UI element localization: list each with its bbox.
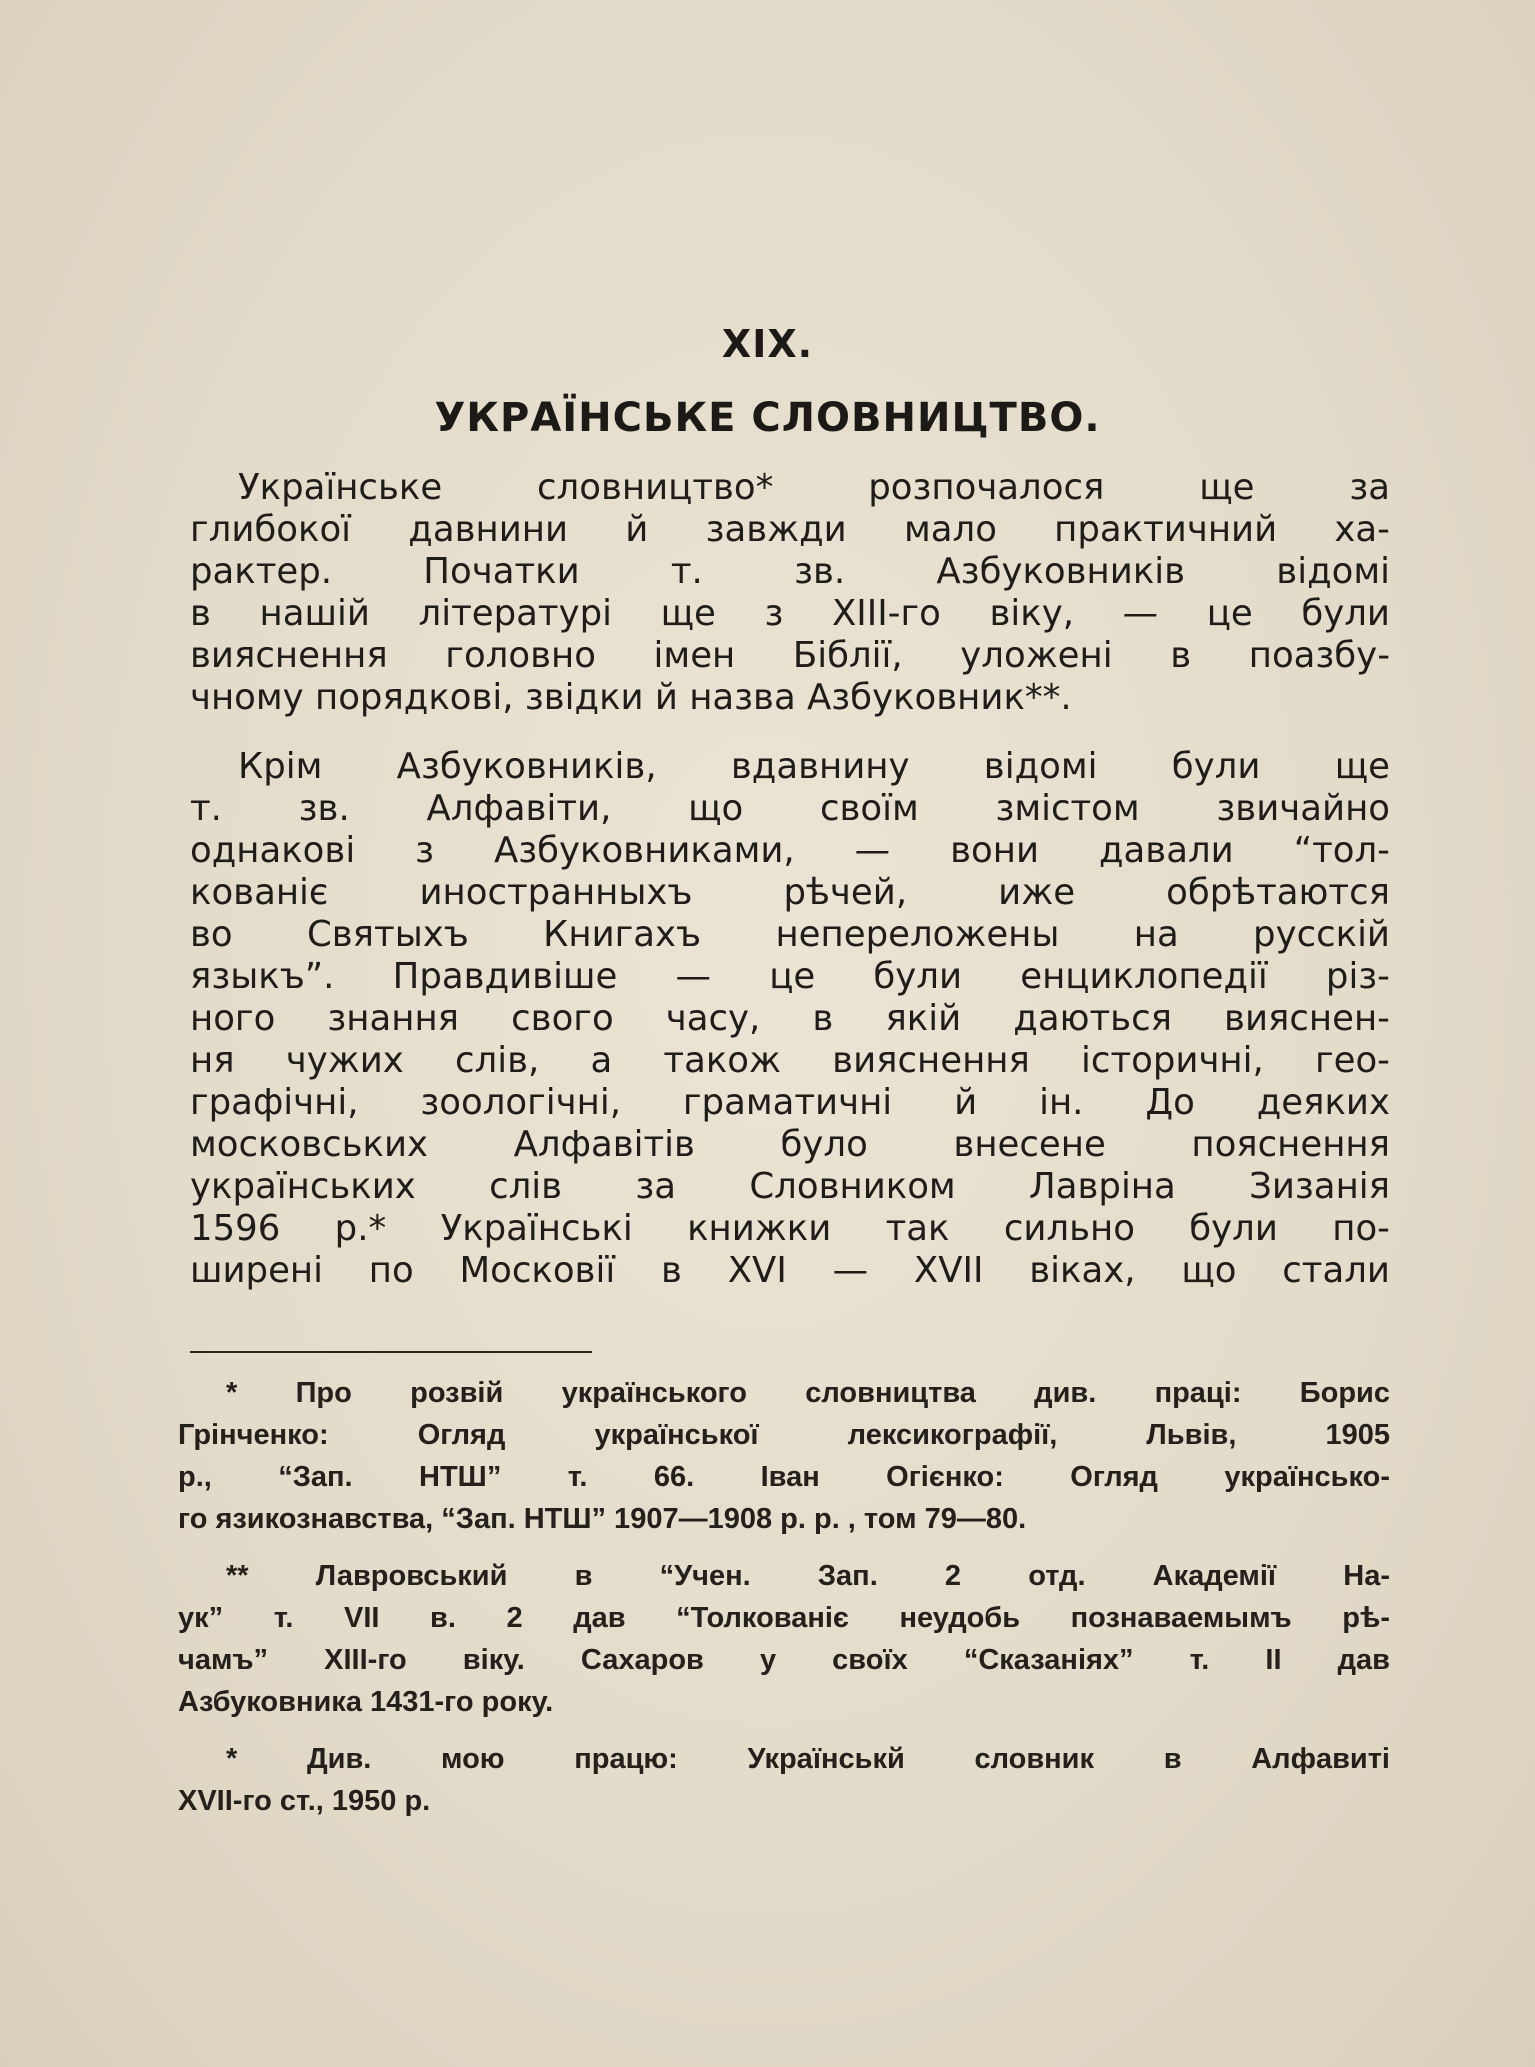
footnote <box>178 1372 1390 1540</box>
footnote-divider <box>190 1351 592 1353</box>
text-line: графічні, зоологічні, граматичні й ін. До деяких <box>190 1082 1390 1123</box>
text-line: чному порядкові, звідки й назва Азбуковник**. <box>190 677 1072 718</box>
text-line: Крім Азбуковників, вдавнину відомі були ще <box>238 746 1390 787</box>
footnote-line: ук” т. VII в. 2 дав “Толкованіє неудобь познаваемымъ рѣ- <box>178 1602 1390 1634</box>
text-line: глибокої давнини й завжди мало практичний ха- <box>190 509 1390 550</box>
footnote-line: ** Лавровський в “Учен. Зап. 2 отд. Академії На- <box>226 1560 1390 1592</box>
footnote-line: * Про розвій українського словництва див. праці: Борис <box>226 1377 1390 1409</box>
text-line: во Святыхъ Книгахъ непереложены на русскій <box>190 914 1390 955</box>
text-line: ня чужих слів, а також вияснення історичні, гео- <box>190 1040 1390 1081</box>
text-line: українських слів за Словником Лавріна Зизанія <box>190 1166 1390 1207</box>
footnote-line: р., “Зап. НТШ” т. 66. Іван Огієнко: Огляд українсько- <box>178 1461 1390 1493</box>
footnote-line: * Див. мою працю: Українськй словник в Алфавиті <box>226 1743 1390 1775</box>
paragraph <box>190 746 1390 1292</box>
text-line: однакові з Азбуковниками, — вони давали “тол- <box>190 830 1390 871</box>
text-line: языкъ”. Правдивіше — це були енциклопедії різ- <box>190 956 1390 997</box>
footnote-line: XVII-го ст., 1950 р. <box>178 1785 431 1817</box>
text-line: кованіє иностранныхъ рѣчей, иже обрѣтаются <box>190 872 1390 913</box>
text-line: т. зв. Алфавіти, що своїм змістом звичайно <box>190 788 1390 829</box>
text-line: вияснення головно імен Біблії, уложені в поазбу- <box>190 635 1390 676</box>
footnote <box>178 1555 1390 1723</box>
footnote-line: Грінченко: Огляд української лексикографії, Львів, 1905 <box>178 1419 1390 1451</box>
text-line: ного знання свого часу, в якій даються вияснен- <box>190 998 1390 1039</box>
chapter-title: УКРАЇНСЬКЕ СЛОВНИЦТВО. <box>434 395 1101 441</box>
text-line: московських Алфавітів було внесене пояснення <box>190 1124 1390 1165</box>
paragraph <box>190 467 1390 719</box>
text-line: в нашій літературі ще з XIII-го віку, — це були <box>190 593 1390 634</box>
text-line: ширені по Московії в XVI — XVII віках, що стали <box>190 1250 1390 1291</box>
text-line: рактер. Початки т. зв. Азбуковників відомі <box>190 551 1390 592</box>
footnote-line: Азбуковника 1431-го року. <box>178 1686 554 1718</box>
text-line: Українське словництво* розпочалося ще за <box>238 467 1390 508</box>
footnote-line: чамъ” XIII-го віку. Сахаров у своїх “Сказаніях” т. II дав <box>178 1644 1390 1676</box>
text-line: 1596 р.* Українські книжки так сильно були по- <box>190 1208 1390 1249</box>
chapter-number: XIX. <box>721 322 814 366</box>
footnote-line: го язикознавства, “Зап. НТШ” 1907—1908 р. р. , том 79—80. <box>178 1503 1027 1535</box>
footnote <box>178 1738 1390 1822</box>
